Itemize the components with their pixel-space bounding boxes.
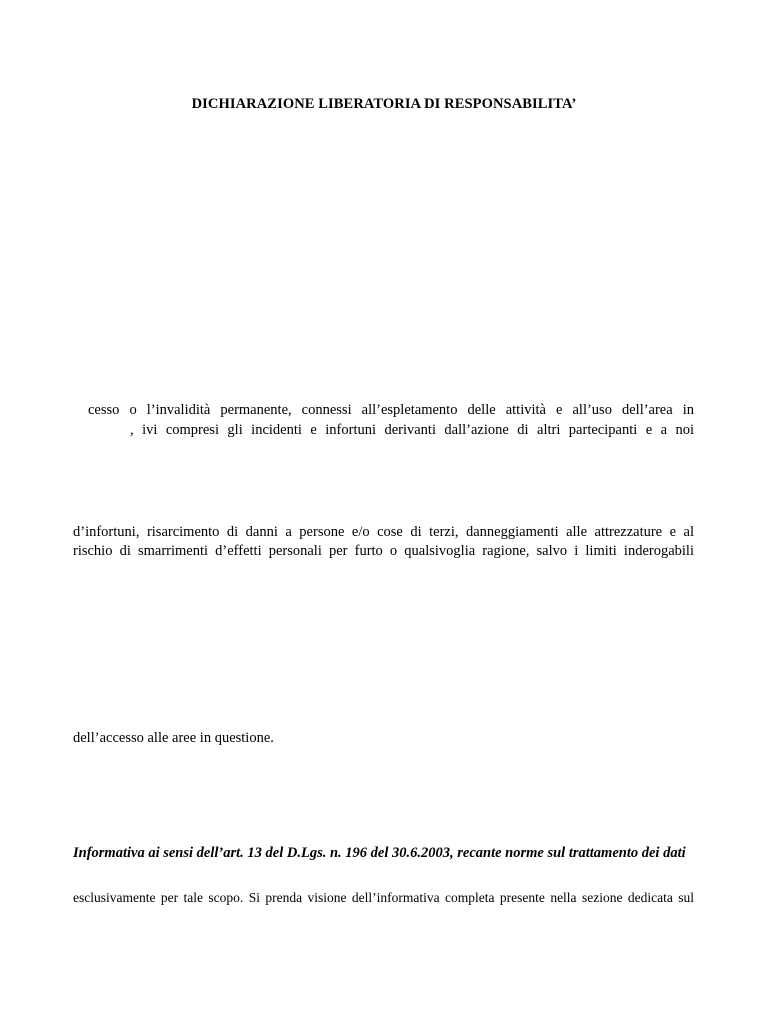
paragraph-2-line-2: rischio di smarrimenti d’effetti personali per furto o qualsivoglia ragione, salvo i limiti inderogabili xyxy=(73,543,694,559)
paragraph-2-line-1: d’infortuni, risarcimento di danni a persone e/o cose di terzi, danneggiamenti alle attrezzature e al xyxy=(73,524,694,540)
privacy-line-1: esclusivamente per tale scopo. Si prenda visione dell’informativa completa presente nella sezione dedicata sul xyxy=(73,890,694,905)
paragraph-1-line-1: cesso o l’invalidità permanente, connessi all’espletamento delle attività e all’uso dell’area in xyxy=(88,402,694,418)
document-title: DICHIARAZIONE LIBERATORIA DI RESPONSABILITA’ xyxy=(191,96,577,112)
paragraph-3-line-1: dell’accesso alle aree in questione. xyxy=(73,730,274,746)
privacy-heading: Informativa ai sensi dell’art. 13 del D.Lgs. n. 196 del 30.6.2003, recante norme sul trattamento dei dati xyxy=(73,845,686,861)
paragraph-1-line-2: , ivi compresi gli incidenti e infortuni derivanti dall’azione di altri partecipanti e a noi xyxy=(130,422,694,438)
